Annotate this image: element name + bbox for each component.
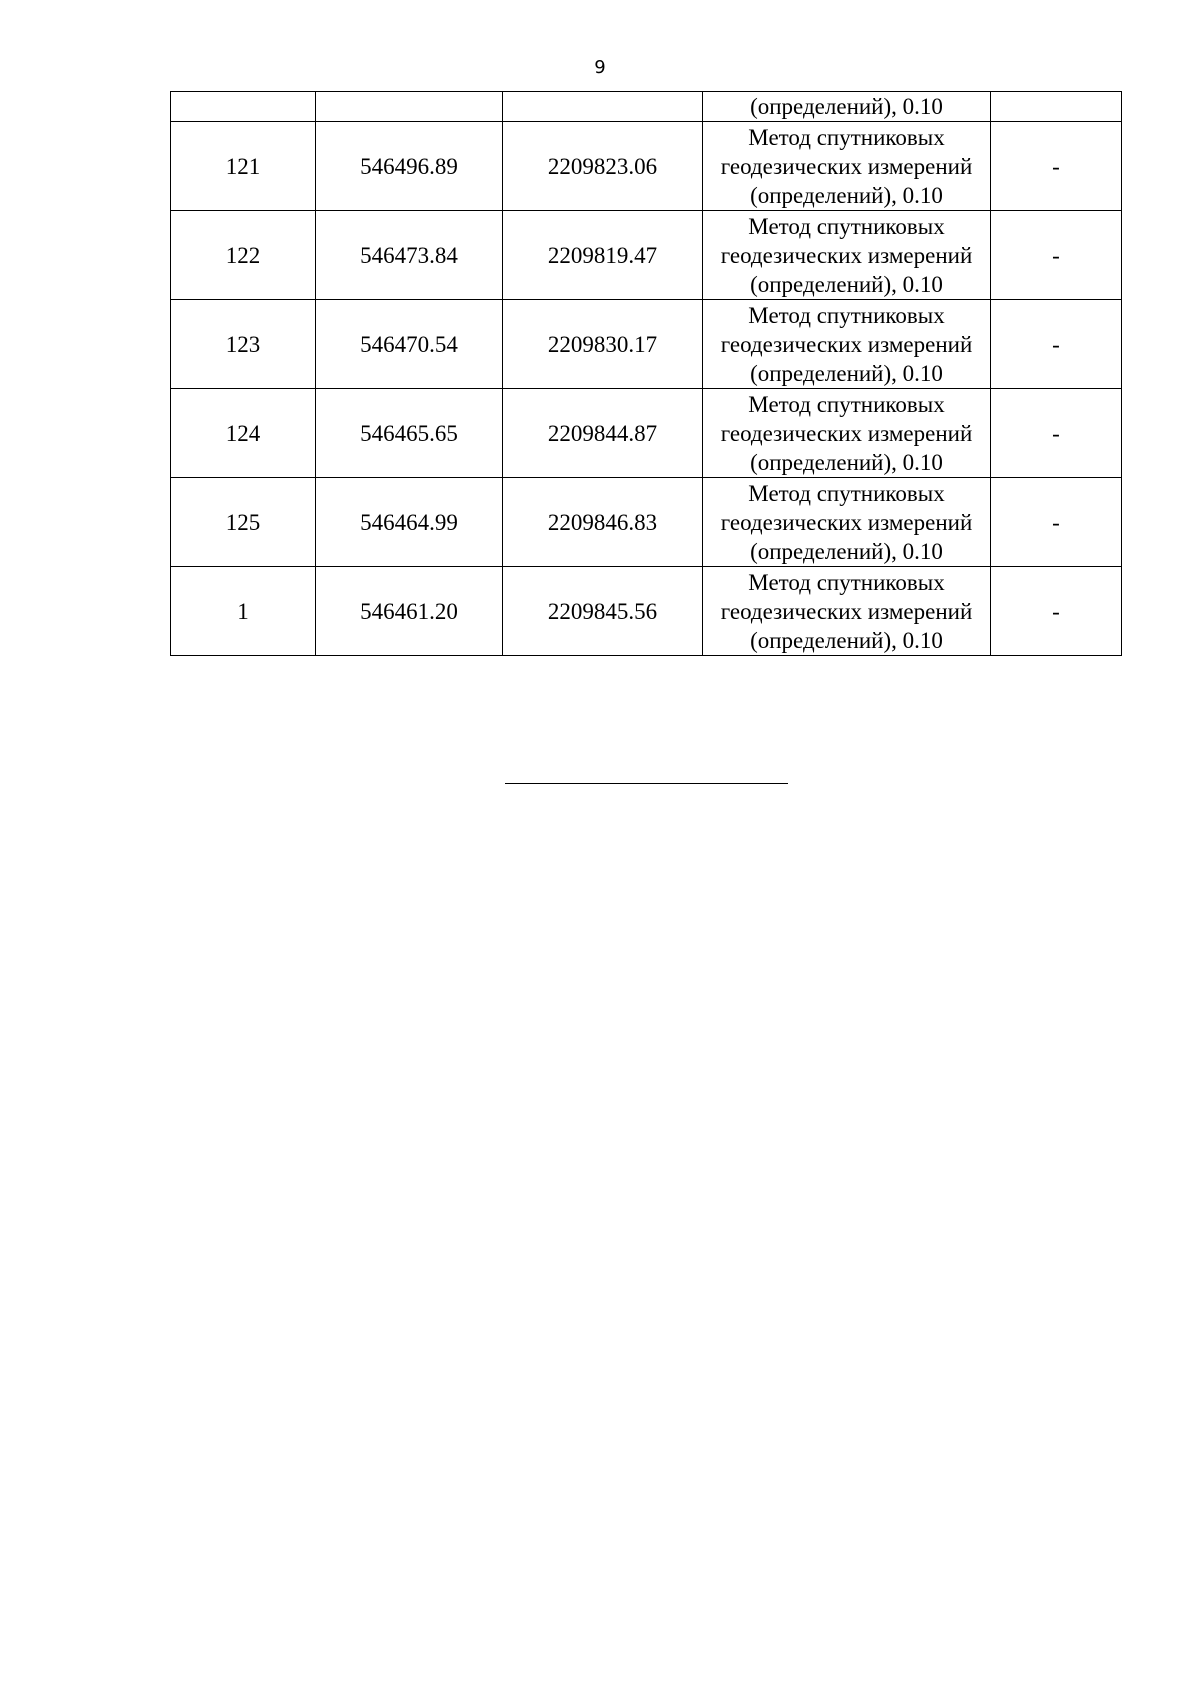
cell-note: - bbox=[991, 567, 1122, 656]
method-line: Метод спутниковых bbox=[748, 480, 945, 506]
method-line: Метод спутниковых bbox=[748, 213, 945, 239]
method-line: геодезических измерений bbox=[720, 509, 973, 535]
cell-note: - bbox=[991, 478, 1122, 567]
cell-x: 546470.54 bbox=[316, 300, 503, 389]
cell-point: 121 bbox=[171, 122, 316, 211]
method-line: Метод спутниковых bbox=[748, 569, 945, 595]
cell-note: - bbox=[991, 300, 1122, 389]
page-number: 9 bbox=[594, 57, 606, 78]
method-line: геодезических измерений bbox=[720, 331, 973, 357]
table-row bbox=[171, 300, 1122, 389]
cell-y: 2209846.83 bbox=[503, 478, 703, 567]
method-line: геодезических измерений bbox=[720, 242, 973, 268]
cell-method bbox=[703, 211, 991, 300]
method-line: Метод спутниковых bbox=[748, 302, 945, 328]
cell-x: 546465.65 bbox=[316, 389, 503, 478]
method-line: геодезических измерений bbox=[720, 598, 973, 624]
cell-method bbox=[703, 478, 991, 567]
cell-method bbox=[703, 122, 991, 211]
cell-y: 2209819.47 bbox=[503, 211, 703, 300]
cell-method bbox=[703, 389, 991, 478]
table-row bbox=[171, 389, 1122, 478]
table-row bbox=[171, 122, 1122, 211]
end-of-document-line bbox=[505, 783, 788, 784]
cell-x: 546473.84 bbox=[316, 211, 503, 300]
cell-x: 546464.99 bbox=[316, 478, 503, 567]
method-line: (определений), 0.10 bbox=[750, 271, 943, 297]
cell-point: 122 bbox=[171, 211, 316, 300]
table-row bbox=[171, 211, 1122, 300]
cell-point bbox=[171, 92, 316, 122]
cell-y: 2209845.56 bbox=[503, 567, 703, 656]
cell-point: 123 bbox=[171, 300, 316, 389]
method-line: (определений), 0.10 bbox=[750, 449, 943, 475]
cell-y: 2209830.17 bbox=[503, 300, 703, 389]
coordinates-table bbox=[170, 91, 1122, 656]
cell-x: 546461.20 bbox=[316, 567, 503, 656]
cell-x: 546496.89 bbox=[316, 122, 503, 211]
method-line: (определений), 0.10 bbox=[750, 360, 943, 386]
cell-y bbox=[503, 92, 703, 122]
cell-method bbox=[703, 567, 991, 656]
cell-point: 124 bbox=[171, 389, 316, 478]
cell-y: 2209844.87 bbox=[503, 389, 703, 478]
method-line: Метод спутниковых bbox=[748, 124, 945, 150]
method-line: (определений), 0.10 bbox=[750, 182, 943, 208]
cell-method bbox=[703, 300, 991, 389]
cell-note: - bbox=[991, 211, 1122, 300]
method-line: (определений), 0.10 bbox=[750, 627, 943, 653]
cell-note: - bbox=[991, 122, 1122, 211]
table-row bbox=[171, 478, 1122, 567]
method-line: Метод спутниковых bbox=[748, 391, 945, 417]
cell-method: (определений), 0.10 bbox=[703, 92, 991, 122]
cell-note bbox=[991, 92, 1122, 122]
cell-note: - bbox=[991, 389, 1122, 478]
cell-point: 1 bbox=[171, 567, 316, 656]
cell-x bbox=[316, 92, 503, 122]
cell-point: 125 bbox=[171, 478, 316, 567]
table-row-continuation bbox=[171, 92, 1122, 122]
method-line: геодезических измерений bbox=[720, 420, 973, 446]
method-line: (определений), 0.10 bbox=[750, 538, 943, 564]
cell-y: 2209823.06 bbox=[503, 122, 703, 211]
method-line: геодезических измерений bbox=[720, 153, 973, 179]
table-row bbox=[171, 567, 1122, 656]
